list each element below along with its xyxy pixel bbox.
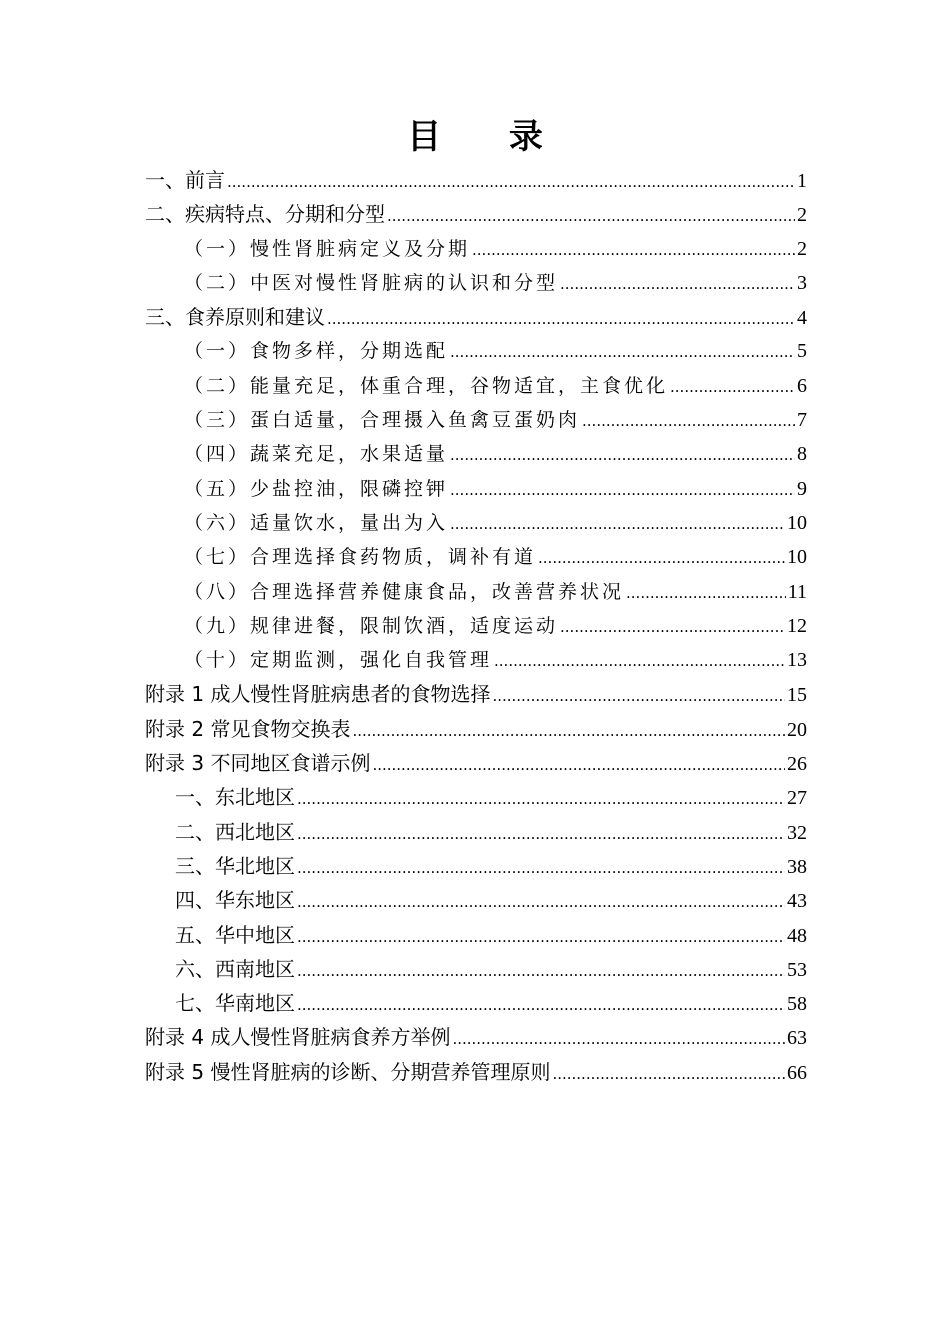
toc-title: 目 录 [407, 117, 571, 157]
toc-page-number: 2 [797, 204, 807, 227]
toc-entry[interactable] [145, 609, 807, 643]
toc-list [145, 163, 807, 1089]
toc-dot-leader [327, 302, 795, 334]
toc-entry[interactable] [145, 1055, 807, 1089]
toc-entry[interactable] [145, 334, 807, 368]
toc-dot-leader [297, 954, 785, 986]
toc-dot-leader [297, 782, 785, 814]
toc-entry[interactable] [145, 883, 807, 917]
toc-entry-text: 一、东北地区 [175, 785, 295, 810]
toc-entry[interactable] [145, 506, 807, 540]
toc-dot-leader [372, 748, 785, 780]
toc-page-number: 53 [787, 958, 807, 981]
toc-entry-text: （七）合理选择食药物质，调补有道 [184, 546, 537, 569]
toc-dot-leader [626, 576, 786, 609]
toc-entry[interactable] [145, 815, 807, 849]
toc-page-number: 4 [797, 307, 807, 330]
toc-entry[interactable] [145, 643, 807, 677]
toc-page-number: 43 [787, 890, 807, 913]
toc-page-number: 32 [787, 821, 807, 844]
toc-page-number: 12 [787, 614, 807, 637]
toc-entry-text: （二）能量充足，体重合理，谷物适宜，主食优化 [184, 374, 669, 397]
toc-dot-leader [494, 644, 785, 677]
toc-page-number: 10 [787, 546, 807, 569]
toc-entry-text: 二、疾病特点、分期和分型 [145, 202, 385, 227]
toc-page-number: 38 [787, 855, 807, 878]
toc-entry-text: 附录 5 慢性肾脏病的诊断、分期营养管理原则 [145, 1059, 551, 1084]
toc-page-number: 58 [787, 993, 807, 1016]
toc-entry[interactable] [145, 746, 807, 780]
toc-entry[interactable] [145, 780, 807, 814]
toc-entry[interactable] [145, 197, 807, 231]
toc-page-number: 1 [797, 170, 807, 192]
toc-entry[interactable] [145, 918, 807, 952]
toc-entry[interactable] [145, 369, 807, 403]
toc-entry[interactable] [145, 849, 807, 883]
toc-entry-text: 附录 3 不同地区食谱示例 [145, 751, 371, 776]
toc-entry[interactable] [145, 677, 807, 711]
toc-dot-leader [450, 507, 785, 540]
toc-entry-text: 三、食养原则和建议 [145, 305, 325, 330]
toc-page-number: 63 [787, 1027, 807, 1050]
toc-dot-leader [297, 885, 785, 917]
toc-dot-leader [297, 920, 785, 952]
toc-dot-leader [450, 335, 795, 368]
toc-entry-text: 附录 4 成人慢性肾脏病食养方举例 [145, 1025, 451, 1050]
toc-page-number: 20 [787, 718, 807, 741]
toc-entry[interactable] [145, 403, 807, 437]
toc-entry-text: 五、华中地区 [175, 922, 295, 947]
toc-dot-leader [227, 165, 795, 197]
toc-entry-text: （十）定期监测，强化自我管理 [184, 649, 493, 672]
toc-page-number: 7 [797, 409, 807, 432]
toc-page-number: 66 [787, 1061, 807, 1084]
toc-dot-leader [450, 438, 795, 471]
toc-page-number: 13 [787, 649, 807, 672]
toc-dot-leader [297, 817, 785, 849]
toc-entry-text: 一、前言 [145, 168, 225, 192]
toc-page-number: 11 [787, 580, 807, 603]
toc-entry[interactable] [145, 163, 807, 197]
toc-dot-leader [552, 1057, 785, 1089]
toc-entry-text: （一）慢性肾脏病定义及分期 [184, 237, 471, 260]
toc-entry[interactable] [145, 1020, 807, 1054]
toc-dot-leader [352, 714, 785, 746]
toc-entry[interactable] [145, 300, 807, 334]
toc-dot-leader [452, 1022, 785, 1054]
toc-entry-text: 三、华北地区 [175, 853, 295, 878]
toc-entry[interactable] [145, 232, 807, 266]
toc-page-number: 8 [797, 443, 807, 466]
toc-page-number: 27 [787, 787, 807, 810]
toc-dot-leader [560, 267, 795, 300]
toc-entry[interactable] [145, 575, 807, 609]
toc-entry-text: 附录 2 常见食物交换表 [145, 716, 351, 741]
toc-entry[interactable] [145, 952, 807, 986]
toc-entry-text: （一）食物多样，分期选配 [184, 340, 449, 363]
toc-entry-text: 二、西北地区 [175, 819, 295, 844]
toc-dot-leader [472, 233, 795, 266]
toc-entry-text: （二）中医对慢性肾脏病的认识和分型 [184, 271, 559, 294]
toc-page-number: 2 [797, 237, 807, 260]
toc-entry[interactable] [145, 540, 807, 574]
toc-page-number: 15 [787, 684, 807, 707]
toc-entry[interactable] [145, 472, 807, 506]
toc-dot-leader [538, 541, 785, 574]
toc-entry[interactable] [145, 266, 807, 300]
toc-page-number: 5 [797, 340, 807, 363]
toc-dot-leader [387, 199, 795, 231]
toc-entry-text: 七、华南地区 [175, 991, 295, 1016]
toc-entry-text: （九）规律进餐，限制饮酒，适度运动 [184, 614, 559, 637]
toc-entry[interactable] [145, 712, 807, 746]
toc-page-number: 6 [797, 374, 807, 397]
toc-dot-leader [297, 988, 785, 1020]
toc-entry-text: （四）蔬菜充足，水果适量 [184, 443, 449, 466]
toc-entry-text: （八）合理选择营养健康食品，改善营养状况 [184, 580, 625, 603]
toc-page-number: 9 [797, 477, 807, 500]
toc-page-number: 3 [797, 271, 807, 294]
toc-entry[interactable] [145, 986, 807, 1020]
toc-entry-text: 六、西南地区 [175, 956, 295, 981]
toc-entry[interactable] [145, 437, 807, 471]
toc-dot-leader [297, 851, 785, 883]
toc-page-number: 10 [787, 511, 807, 534]
toc-dot-leader [450, 473, 795, 506]
toc-entry-text: 附录 1 成人慢性肾脏病患者的食物选择 [145, 682, 491, 707]
toc-dot-leader [670, 370, 795, 403]
toc-page-number: 26 [787, 753, 807, 776]
toc-entry-text: 四、华东地区 [175, 888, 295, 913]
toc-page-number: 48 [787, 924, 807, 947]
toc-entry-text: （六）适量饮水，量出为入 [184, 511, 449, 534]
toc-dot-leader [560, 610, 785, 643]
toc-entry-text: （五）少盐控油，限磷控钾 [184, 477, 449, 500]
toc-entry-text: （三）蛋白适量，合理摄入鱼禽豆蛋奶肉 [184, 409, 581, 432]
toc-dot-leader [492, 679, 785, 711]
toc-dot-leader [582, 404, 795, 437]
